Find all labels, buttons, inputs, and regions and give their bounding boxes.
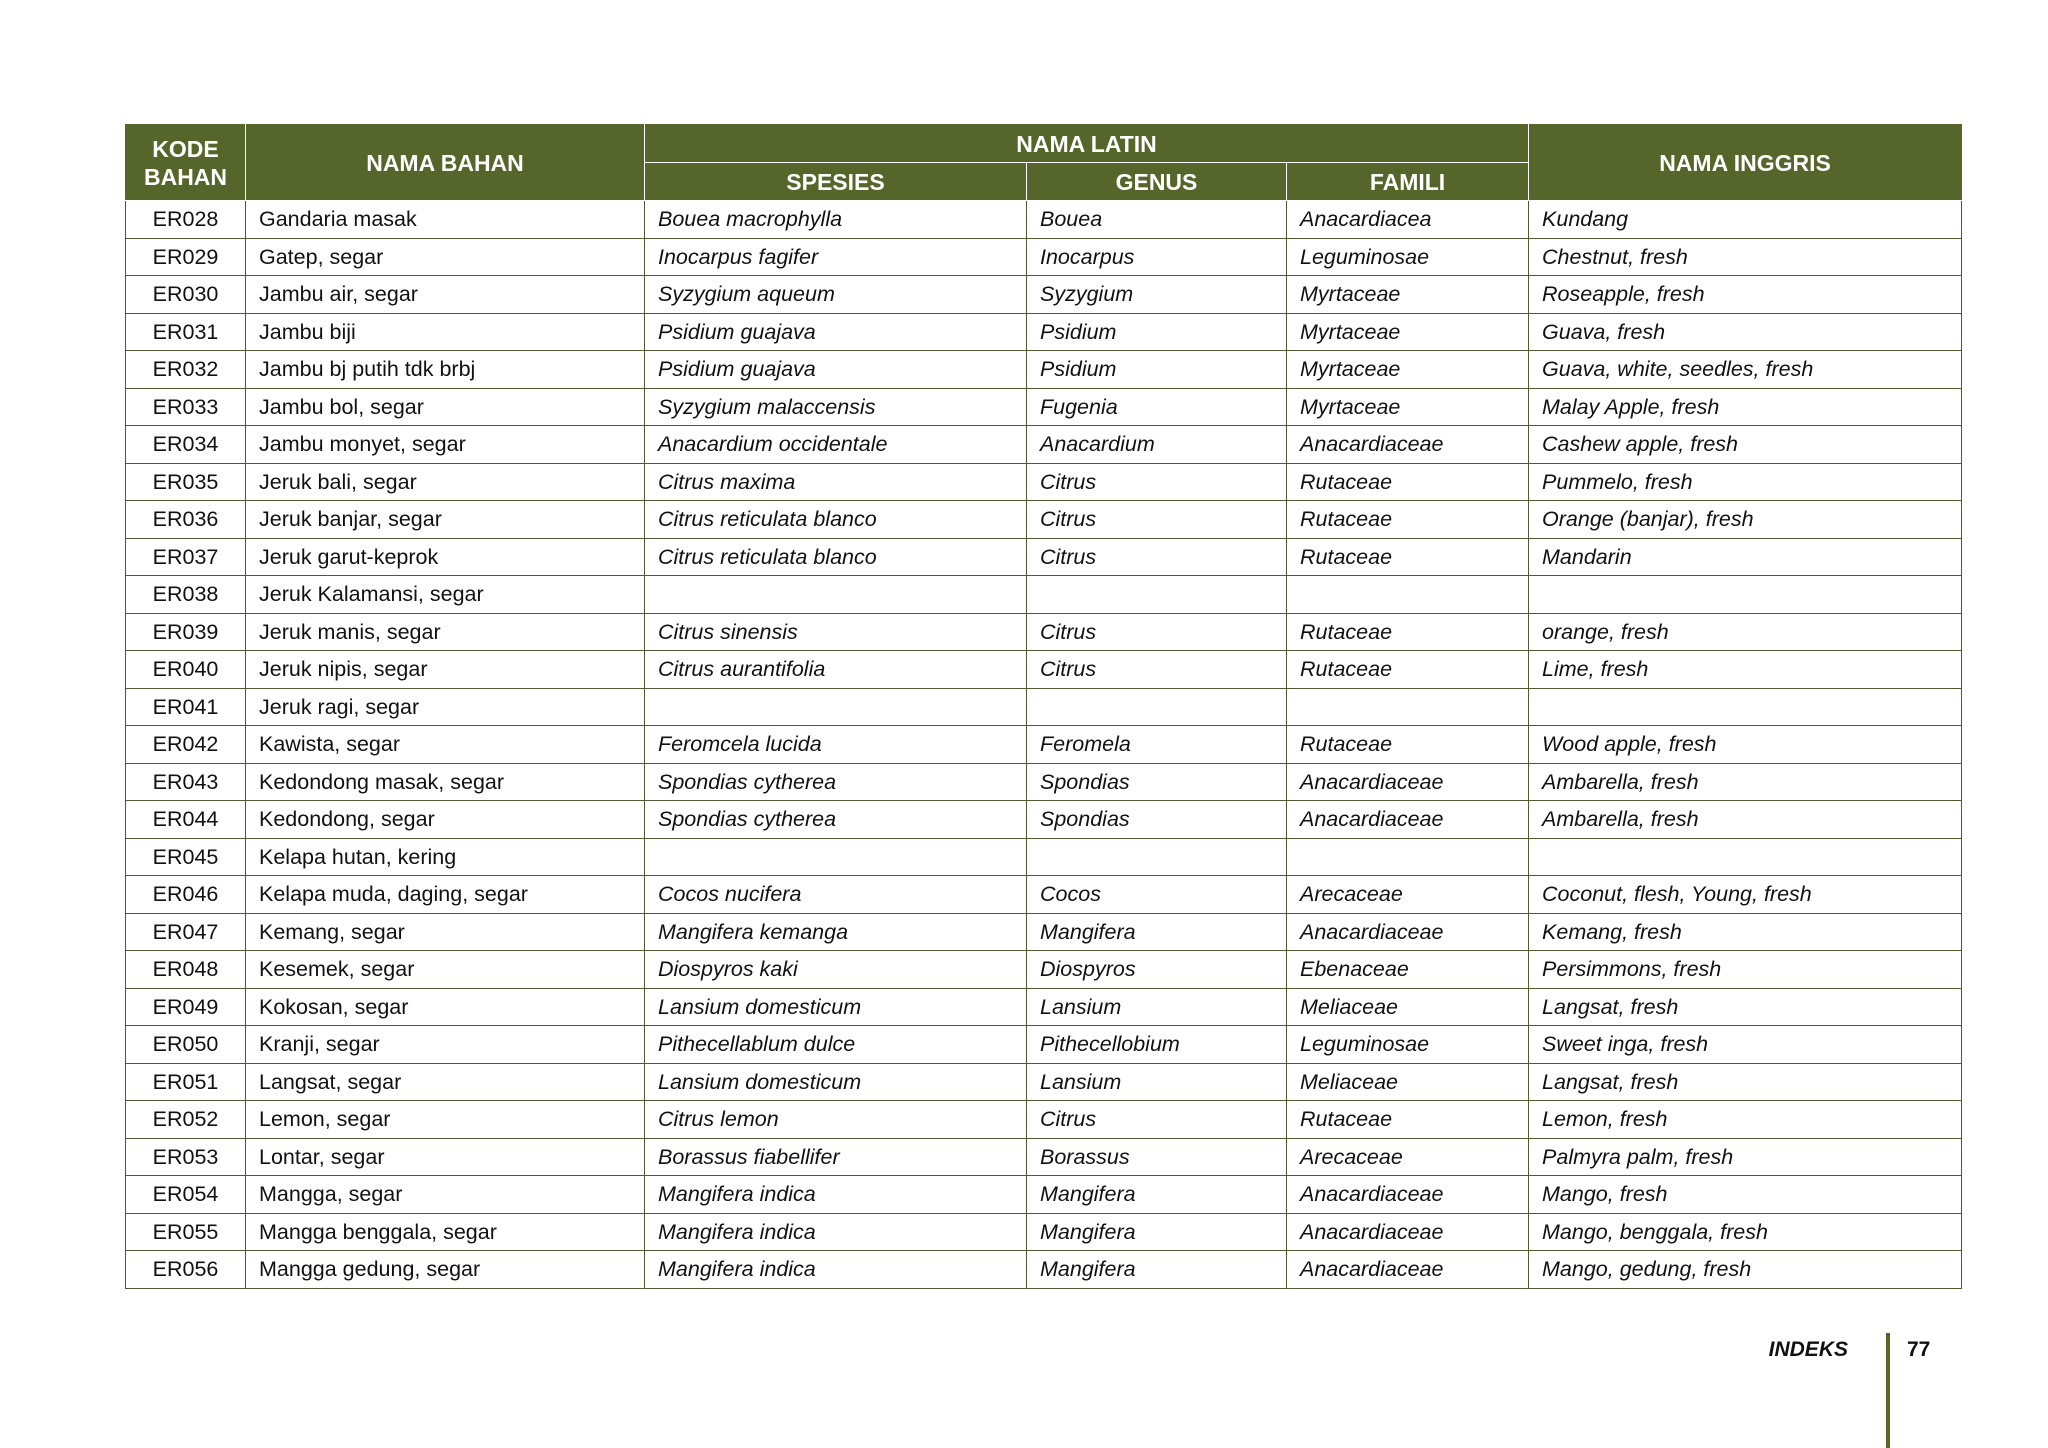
table-row (126, 1176, 1962, 1214)
table-row (126, 1138, 1962, 1176)
table-row (126, 876, 1962, 914)
cell-nama-bahan: Jeruk Kalamansi, segar (246, 576, 645, 614)
cell-nama-bahan: Jambu bj putih tdk brbj (246, 351, 645, 389)
table-body (126, 201, 1962, 1289)
cell-spesies: Lansium domesticum (645, 1063, 1027, 1101)
cell-genus: Spondias (1027, 763, 1287, 801)
cell-genus: Psidium (1027, 313, 1287, 351)
table-row (126, 913, 1962, 951)
cell-famili: Rutaceae (1287, 538, 1529, 576)
cell-nama-inggris: Persimmons, fresh (1529, 951, 1962, 989)
cell-nama-inggris: Roseapple, fresh (1529, 276, 1962, 314)
cell-spesies: Mangifera indica (645, 1251, 1027, 1289)
cell-spesies: Inocarpus fagifer (645, 238, 1027, 276)
cell-spesies: Psidium guajava (645, 351, 1027, 389)
cell-nama-inggris: Malay Apple, fresh (1529, 388, 1962, 426)
table-row (126, 501, 1962, 539)
cell-genus: Mangifera (1027, 1213, 1287, 1251)
cell-genus (1027, 688, 1287, 726)
header-spesies: SPESIES (645, 163, 1027, 201)
cell-famili: Rutaceae (1287, 651, 1529, 689)
cell-spesies: Spondias cytherea (645, 763, 1027, 801)
cell-nama-inggris: Langsat, fresh (1529, 1063, 1962, 1101)
cell-genus: Mangifera (1027, 1176, 1287, 1214)
table-row (126, 801, 1962, 839)
cell-famili: Anacardiaceae (1287, 1213, 1529, 1251)
cell-kode-bahan: ER030 (126, 276, 246, 314)
table-row (126, 426, 1962, 464)
header-famili: FAMILI (1287, 163, 1529, 201)
table-row (126, 613, 1962, 651)
cell-nama-bahan: Kesemek, segar (246, 951, 645, 989)
section-label: INDEKS (1768, 1338, 1848, 1361)
cell-nama-inggris: Lime, fresh (1529, 651, 1962, 689)
cell-nama-inggris: Mango, fresh (1529, 1176, 1962, 1214)
cell-kode-bahan: ER048 (126, 951, 246, 989)
cell-spesies (645, 838, 1027, 876)
table-row (126, 726, 1962, 764)
cell-nama-inggris: Coconut, flesh, Young, fresh (1529, 876, 1962, 914)
cell-kode-bahan: ER038 (126, 576, 246, 614)
cell-spesies: Anacardium occidentale (645, 426, 1027, 464)
cell-spesies (645, 576, 1027, 614)
cell-spesies: Syzygium malaccensis (645, 388, 1027, 426)
cell-genus: Citrus (1027, 613, 1287, 651)
cell-nama-inggris: Kundang (1529, 201, 1962, 239)
header-nama-latin: NAMA LATIN (645, 125, 1529, 163)
cell-genus: Mangifera (1027, 1251, 1287, 1289)
table-row (126, 313, 1962, 351)
table-row (126, 201, 1962, 239)
cell-famili: Anacardiaceae (1287, 1251, 1529, 1289)
cell-spesies: Cocos nucifera (645, 876, 1027, 914)
cell-famili: Anacardiacea (1287, 201, 1529, 239)
cell-genus: Anacardium (1027, 426, 1287, 464)
header-kode-bahan: KODE BAHAN (126, 125, 246, 201)
cell-famili: Arecaceae (1287, 876, 1529, 914)
cell-famili: Anacardiaceae (1287, 913, 1529, 951)
cell-famili: Rutaceae (1287, 1101, 1529, 1139)
cell-genus: Psidium (1027, 351, 1287, 389)
cell-spesies (645, 688, 1027, 726)
cell-nama-bahan: Jambu bol, segar (246, 388, 645, 426)
cell-famili: Rutaceae (1287, 726, 1529, 764)
cell-famili (1287, 688, 1529, 726)
table-row (126, 651, 1962, 689)
table-row (126, 1213, 1962, 1251)
header-nama-inggris: NAMA INGGRIS (1529, 125, 1962, 201)
cell-nama-bahan: Kelapa hutan, kering (246, 838, 645, 876)
cell-genus: Inocarpus (1027, 238, 1287, 276)
page-number: 77 (1907, 1338, 1931, 1361)
cell-nama-bahan: Langsat, segar (246, 1063, 645, 1101)
cell-kode-bahan: ER053 (126, 1138, 246, 1176)
cell-nama-inggris: Pummelo, fresh (1529, 463, 1962, 501)
cell-nama-inggris: Palmyra palm, fresh (1529, 1138, 1962, 1176)
cell-nama-bahan: Gandaria masak (246, 201, 645, 239)
cell-spesies: Borassus fiabellifer (645, 1138, 1027, 1176)
cell-spesies: Mangifera indica (645, 1213, 1027, 1251)
table-row (126, 276, 1962, 314)
cell-kode-bahan: ER049 (126, 988, 246, 1026)
cell-famili: Myrtaceae (1287, 313, 1529, 351)
cell-famili: Ebenaceae (1287, 951, 1529, 989)
cell-nama-inggris: Sweet inga, fresh (1529, 1026, 1962, 1064)
cell-spesies: Mangifera kemanga (645, 913, 1027, 951)
cell-kode-bahan: ER054 (126, 1176, 246, 1214)
cell-kode-bahan: ER031 (126, 313, 246, 351)
cell-spesies: Lansium domesticum (645, 988, 1027, 1026)
cell-spesies: Diospyros kaki (645, 951, 1027, 989)
cell-genus: Citrus (1027, 463, 1287, 501)
cell-nama-inggris: Guava, white, seedles, fresh (1529, 351, 1962, 389)
cell-kode-bahan: ER037 (126, 538, 246, 576)
cell-nama-inggris: Mango, gedung, fresh (1529, 1251, 1962, 1289)
cell-nama-bahan: Kedondong, segar (246, 801, 645, 839)
table-row (126, 1101, 1962, 1139)
cell-genus: Pithecellobium (1027, 1026, 1287, 1064)
cell-genus: Lansium (1027, 1063, 1287, 1101)
table-row (126, 838, 1962, 876)
cell-nama-inggris: Ambarella, fresh (1529, 801, 1962, 839)
table-row (126, 688, 1962, 726)
cell-spesies: Citrus maxima (645, 463, 1027, 501)
cell-genus: Citrus (1027, 501, 1287, 539)
cell-famili: Anacardiaceae (1287, 1176, 1529, 1214)
cell-famili: Rutaceae (1287, 463, 1529, 501)
cell-famili: Leguminosae (1287, 238, 1529, 276)
cell-kode-bahan: ER042 (126, 726, 246, 764)
cell-nama-inggris: orange, fresh (1529, 613, 1962, 651)
cell-famili: Meliaceae (1287, 1063, 1529, 1101)
cell-genus: Bouea (1027, 201, 1287, 239)
table-row (126, 576, 1962, 614)
cell-spesies: Citrus reticulata blanco (645, 538, 1027, 576)
cell-nama-inggris (1529, 838, 1962, 876)
cell-genus: Citrus (1027, 538, 1287, 576)
cell-genus: Mangifera (1027, 913, 1287, 951)
cell-famili: Anacardiaceae (1287, 426, 1529, 464)
cell-nama-inggris: Mango, benggala, fresh (1529, 1213, 1962, 1251)
cell-genus: Spondias (1027, 801, 1287, 839)
cell-nama-inggris (1529, 576, 1962, 614)
table-row (126, 988, 1962, 1026)
cell-nama-bahan: Kawista, segar (246, 726, 645, 764)
header-genus: GENUS (1027, 163, 1287, 201)
cell-genus: Cocos (1027, 876, 1287, 914)
cell-spesies: Citrus lemon (645, 1101, 1027, 1139)
cell-kode-bahan: ER052 (126, 1101, 246, 1139)
cell-famili: Myrtaceae (1287, 388, 1529, 426)
cell-genus: Fugenia (1027, 388, 1287, 426)
cell-kode-bahan: ER055 (126, 1213, 246, 1251)
cell-genus: Citrus (1027, 651, 1287, 689)
cell-nama-bahan: Gatep, segar (246, 238, 645, 276)
cell-kode-bahan: ER047 (126, 913, 246, 951)
cell-famili (1287, 838, 1529, 876)
table-row (126, 1251, 1962, 1289)
cell-kode-bahan: ER045 (126, 838, 246, 876)
cell-famili (1287, 576, 1529, 614)
cell-spesies: Pithecellablum dulce (645, 1026, 1027, 1064)
cell-kode-bahan: ER036 (126, 501, 246, 539)
cell-nama-inggris: Mandarin (1529, 538, 1962, 576)
cell-famili: Rutaceae (1287, 501, 1529, 539)
cell-nama-bahan: Mangga gedung, segar (246, 1251, 645, 1289)
cell-kode-bahan: ER044 (126, 801, 246, 839)
cell-kode-bahan: ER029 (126, 238, 246, 276)
table-row (126, 1026, 1962, 1064)
cell-spesies: Bouea macrophylla (645, 201, 1027, 239)
cell-famili: Meliaceae (1287, 988, 1529, 1026)
table-row (126, 463, 1962, 501)
cell-nama-inggris: Lemon, fresh (1529, 1101, 1962, 1139)
cell-nama-bahan: Jeruk banjar, segar (246, 501, 645, 539)
cell-nama-bahan: Kedondong masak, segar (246, 763, 645, 801)
cell-kode-bahan: ER034 (126, 426, 246, 464)
table-row (126, 351, 1962, 389)
cell-nama-inggris: Langsat, fresh (1529, 988, 1962, 1026)
cell-nama-bahan: Kemang, segar (246, 913, 645, 951)
cell-nama-inggris: Kemang, fresh (1529, 913, 1962, 951)
cell-nama-inggris: Guava, fresh (1529, 313, 1962, 351)
cell-nama-bahan: Jeruk nipis, segar (246, 651, 645, 689)
cell-nama-bahan: Jeruk garut-keprok (246, 538, 645, 576)
cell-nama-inggris: Chestnut, fresh (1529, 238, 1962, 276)
cell-nama-bahan: Jambu monyet, segar (246, 426, 645, 464)
cell-nama-inggris (1529, 688, 1962, 726)
cell-spesies: Syzygium aqueum (645, 276, 1027, 314)
cell-nama-bahan: Jambu air, segar (246, 276, 645, 314)
table-row (126, 763, 1962, 801)
cell-nama-bahan: Jambu biji (246, 313, 645, 351)
cell-nama-bahan: Kelapa muda, daging, segar (246, 876, 645, 914)
cell-nama-inggris: Ambarella, fresh (1529, 763, 1962, 801)
cell-spesies: Mangifera indica (645, 1176, 1027, 1214)
cell-famili: Myrtaceae (1287, 276, 1529, 314)
table-row (126, 951, 1962, 989)
cell-famili: Rutaceae (1287, 613, 1529, 651)
table-row (126, 238, 1962, 276)
cell-spesies: Feromcela lucida (645, 726, 1027, 764)
header-nama-bahan: NAMA BAHAN (246, 125, 645, 201)
cell-kode-bahan: ER033 (126, 388, 246, 426)
cell-kode-bahan: ER050 (126, 1026, 246, 1064)
cell-famili: Anacardiaceae (1287, 801, 1529, 839)
cell-genus: Diospyros (1027, 951, 1287, 989)
cell-famili: Anacardiaceae (1287, 763, 1529, 801)
cell-spesies: Citrus reticulata blanco (645, 501, 1027, 539)
cell-kode-bahan: ER043 (126, 763, 246, 801)
cell-genus: Feromela (1027, 726, 1287, 764)
cell-nama-bahan: Kokosan, segar (246, 988, 645, 1026)
cell-kode-bahan: ER028 (126, 201, 246, 239)
table-row (126, 388, 1962, 426)
cell-spesies: Citrus aurantifolia (645, 651, 1027, 689)
cell-kode-bahan: ER056 (126, 1251, 246, 1289)
cell-kode-bahan: ER051 (126, 1063, 246, 1101)
food-index-table (125, 124, 1962, 1289)
cell-famili: Leguminosae (1287, 1026, 1529, 1064)
cell-genus: Citrus (1027, 1101, 1287, 1139)
cell-genus: Lansium (1027, 988, 1287, 1026)
footer-divider (1886, 1333, 1890, 1448)
cell-famili: Arecaceae (1287, 1138, 1529, 1176)
cell-spesies: Psidium guajava (645, 313, 1027, 351)
cell-kode-bahan: ER046 (126, 876, 246, 914)
cell-kode-bahan: ER040 (126, 651, 246, 689)
cell-nama-bahan: Jeruk bali, segar (246, 463, 645, 501)
cell-nama-inggris: Wood apple, fresh (1529, 726, 1962, 764)
cell-nama-bahan: Mangga, segar (246, 1176, 645, 1214)
cell-nama-bahan: Lontar, segar (246, 1138, 645, 1176)
cell-kode-bahan: ER039 (126, 613, 246, 651)
cell-kode-bahan: ER041 (126, 688, 246, 726)
table-row (126, 538, 1962, 576)
cell-genus (1027, 576, 1287, 614)
cell-famili: Myrtaceae (1287, 351, 1529, 389)
cell-nama-inggris: Cashew apple, fresh (1529, 426, 1962, 464)
cell-genus: Borassus (1027, 1138, 1287, 1176)
cell-nama-inggris: Orange (banjar), fresh (1529, 501, 1962, 539)
cell-genus: Syzygium (1027, 276, 1287, 314)
cell-kode-bahan: ER032 (126, 351, 246, 389)
table-row (126, 1063, 1962, 1101)
cell-kode-bahan: ER035 (126, 463, 246, 501)
cell-nama-bahan: Mangga benggala, segar (246, 1213, 645, 1251)
cell-genus (1027, 838, 1287, 876)
cell-spesies: Spondias cytherea (645, 801, 1027, 839)
cell-nama-bahan: Lemon, segar (246, 1101, 645, 1139)
cell-nama-bahan: Kranji, segar (246, 1026, 645, 1064)
cell-nama-bahan: Jeruk ragi, segar (246, 688, 645, 726)
cell-nama-bahan: Jeruk manis, segar (246, 613, 645, 651)
cell-spesies: Citrus sinensis (645, 613, 1027, 651)
